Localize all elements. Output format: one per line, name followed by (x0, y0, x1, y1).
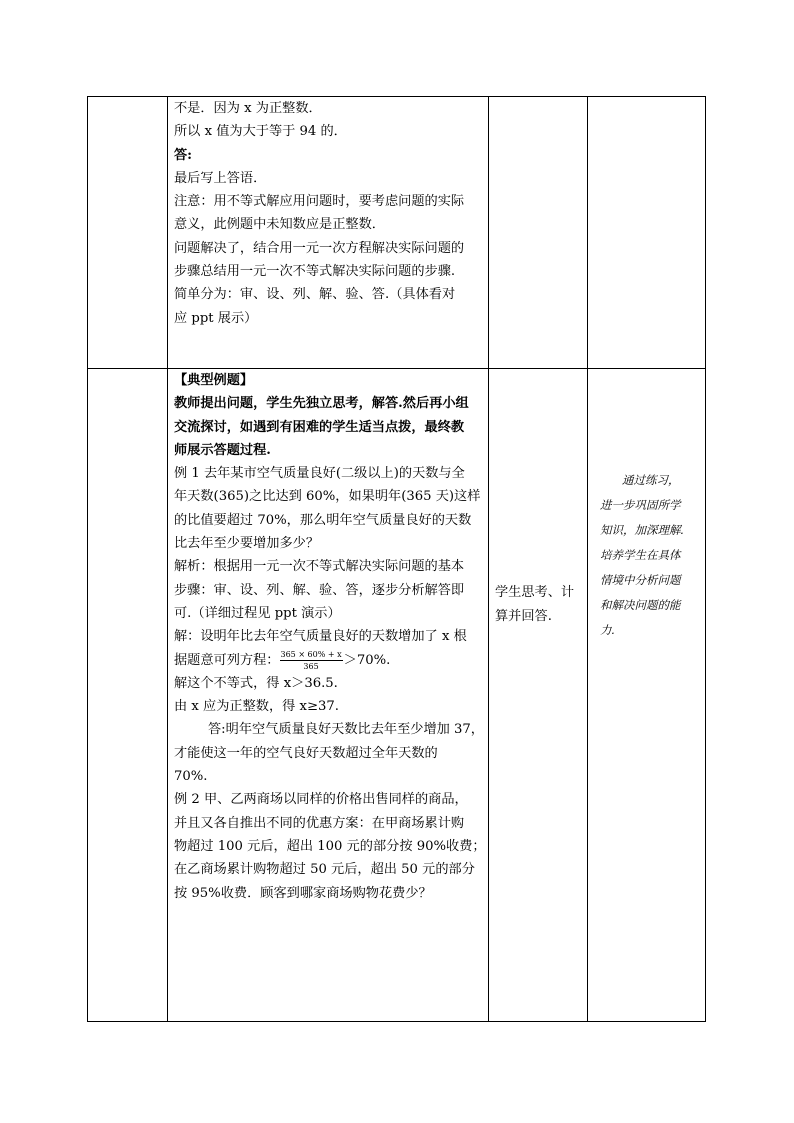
design-intent-line: 通过练习， (622, 473, 680, 487)
solution-line: 解：设明年比去年空气质量良好的天数增加了 x 根 (174, 629, 467, 645)
fraction-denominator: 365 (303, 661, 319, 671)
example1-line: 比去年至少要增加多少？ (174, 536, 320, 552)
row1-line: 最后写上答语． (174, 170, 267, 186)
lesson-table (87, 96, 706, 1022)
student-activity-line: 算并回答. (495, 609, 552, 624)
example2-line: 物超过 100 元后，超出 100 元的部分按 90%收费； (174, 838, 486, 854)
solve-line: 解这个不等式，得 x＞36.5. (174, 675, 338, 691)
analysis-line: 可.（详细过程见 ppt 演示） (174, 605, 341, 621)
design-intent-line: 力. (600, 623, 616, 637)
equation-fraction (280, 649, 343, 672)
row1-line: 不是．因为 x 为正整数． (174, 101, 322, 116)
row1-line: 所以 x 值为大于等于 94 的． (174, 124, 347, 140)
equation-suffix: ＞70%. (343, 652, 391, 668)
example2-line: 并且又各自推出不同的优惠方案：在甲商场累计购 (174, 815, 465, 831)
row1-line: 意义，此例题中未知数应是正整数． (174, 217, 385, 233)
row1-line: 答: (174, 147, 193, 163)
answer-line: 才能使这一年的空气良好天数超过全年天数的 (174, 745, 438, 761)
design-intent-cell (588, 468, 705, 643)
design-intent-line: 和解决问题的能 (600, 598, 681, 612)
example2-line: 按 95%收费．顾客到哪家商场购物花费少？ (174, 885, 432, 901)
row1-line: 简单分为：审、设、列、解、验、答.（具体看对 (174, 287, 456, 303)
design-intent-line: 知识，加深理解. (600, 523, 685, 537)
table-border-bottom (87, 1021, 706, 1022)
example1-line: 的比值要超过 70%，那么明年空气质量良好的天数 (174, 512, 472, 528)
answer-line: 答:明年空气质量良好天数比去年至少增加 37， (208, 722, 484, 738)
example1-line: 例 1 去年某市空气质量良好(二级以上)的天数与全 (174, 466, 465, 482)
example2-line: 例 2 甲、乙两商场以同样的价格出售同样的商品， (174, 792, 468, 808)
answer-line: 70%. (174, 769, 208, 785)
student-activity-line: 学生思考、计 (495, 585, 575, 600)
intro-line: 教师提出问题，学生先独立思考，解答.然后再小组 (174, 396, 469, 412)
equation-prefix: 据题意可列方程： (174, 652, 280, 668)
analysis-line: 步骤：审、设、列、解、验、答，逐步分析解答即 (174, 582, 465, 598)
design-intent-line: 培养学生在具体 (600, 548, 681, 562)
row1-line: 注意：用不等式解应用问题时，要考虑问题的实际 (174, 194, 465, 210)
student-activity-cell (489, 581, 586, 629)
example2-line: 在乙商场累计购物超过 50 元后，超出 50 元的部分 (174, 862, 475, 878)
row1-line: 问题解决了，结合用一元一次方程解决实际问题的 (174, 240, 465, 256)
row1-line: 应 ppt 展示） (174, 310, 258, 326)
row1-content-cell (168, 97, 488, 330)
example1-line: 年天数(365)之比达到 60%，如果明年(365 天)这样 (174, 489, 481, 505)
intro-line: 师展示答题过程. (174, 442, 271, 458)
row1-line: 步骤总结用一元一次不等式解决实际问题的步骤. (174, 264, 456, 280)
column-divider-2 (488, 96, 489, 1022)
intro-line: 交流探讨，如遇到有困难的学生适当点拨，最终教 (174, 419, 465, 435)
table-border-left (87, 96, 88, 1022)
design-intent-line: 情境中分析问题 (600, 573, 681, 587)
equation-line (174, 649, 485, 672)
table-border-right (705, 96, 706, 1022)
integer-line: 由 x 应为正整数，得 x≥37. (174, 699, 339, 715)
design-intent-line: 进一步巩固所学 (600, 498, 681, 512)
analysis-line: 解析：根据用一元一次不等式解决实际问题的基本 (174, 559, 465, 575)
section-heading: 【典型例题】 (174, 373, 254, 388)
row2-content-cell (168, 369, 488, 905)
fraction-numerator: 365 × 60% + x (280, 649, 342, 659)
